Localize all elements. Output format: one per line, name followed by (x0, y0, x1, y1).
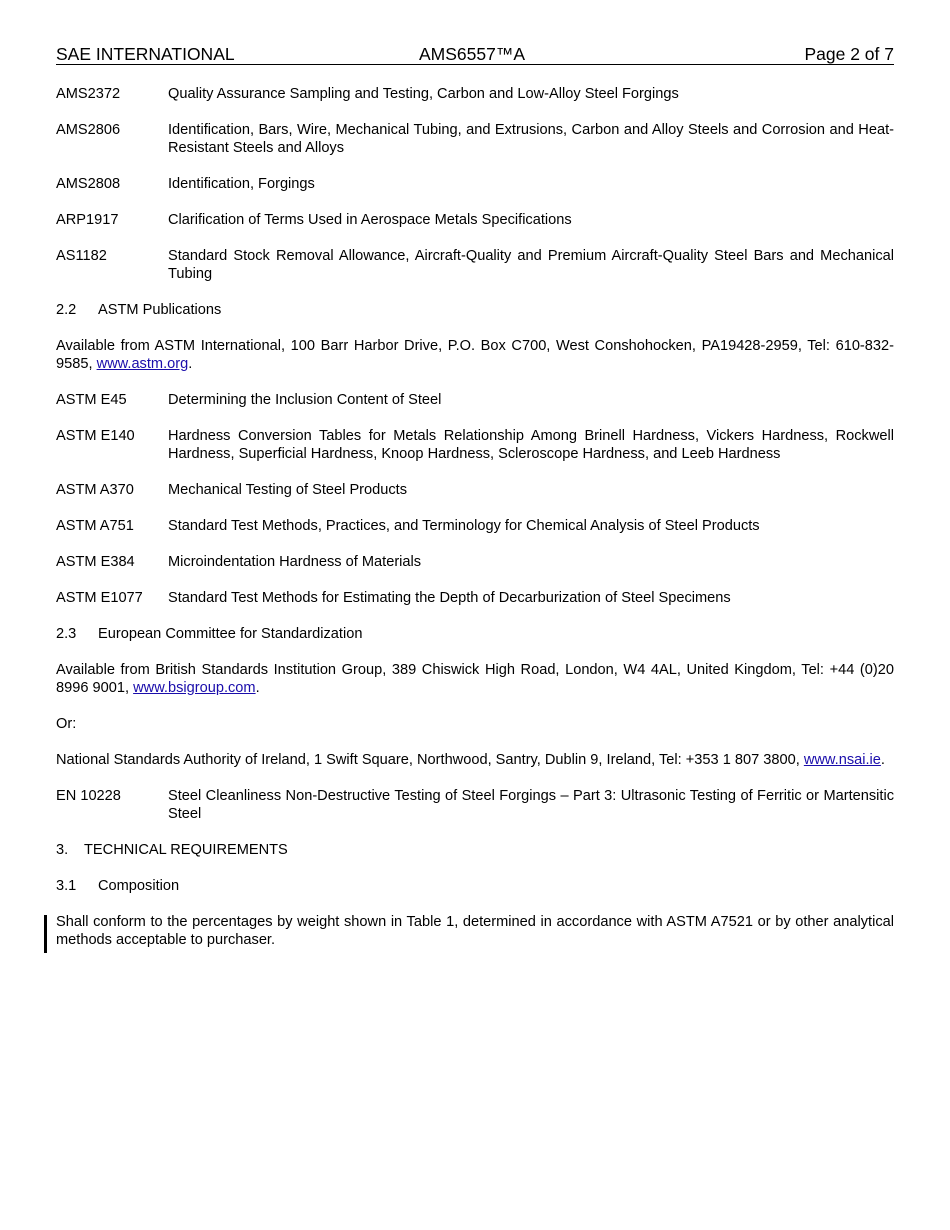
composition-paragraph (56, 913, 894, 949)
section-heading-3 (56, 841, 894, 859)
document-body (56, 85, 894, 949)
reference-entry (56, 211, 894, 229)
availability-text: Available from ASTM International, 100 Barr Harbor Drive, P.O. Box C700, West Conshohocken, PA19428-2959, Tel: 610-832-9585, (56, 338, 894, 372)
reference-code: EN 10228 (56, 788, 121, 804)
composition-text: Shall conform to the percentages by weight shown in Table 1, determined in accordance with ASTM A7521 or by other analytical methods acceptable to purchaser. (56, 914, 894, 948)
reference-code: ARP1917 (56, 212, 119, 228)
reference-entry (56, 391, 894, 409)
availability-text: National Standards Authority of Ireland, 1 Swift Square, Northwood, Santry, Dublin 9, Ireland, Tel: +353 1 807 3800, (56, 752, 804, 768)
reference-entry (56, 481, 894, 499)
punctuation: . (188, 356, 193, 372)
availability-text: Available from British Standards Institution Group, 389 Chiswick High Road, London, W4 4AL, United Kingdom, Tel: +44 (0)20 8996 9001, (56, 662, 894, 696)
header-page-number: Page 2 of 7 (804, 44, 894, 64)
reference-entry (56, 427, 894, 463)
astm-link[interactable]: www.astm.org (96, 356, 189, 372)
header-doc-id: AMS6557™A (419, 44, 526, 64)
change-bar (44, 915, 47, 953)
reference-entry (56, 553, 894, 571)
punctuation: . (255, 680, 260, 696)
reference-title: Standard Test Methods for Estimating the Depth of Decarburization of Steel Specimens (168, 590, 731, 606)
section-number: 2.2 (56, 302, 77, 318)
nsai-link[interactable]: www.nsai.ie (803, 752, 881, 768)
punctuation: . (880, 752, 885, 768)
reference-code: ASTM E1077 (56, 590, 143, 606)
reference-code: AMS2808 (56, 176, 121, 192)
section-number: 3. (56, 842, 69, 858)
reference-entry (56, 247, 894, 283)
section-title: European Committee for Standardization (98, 626, 363, 642)
reference-code: ASTM A370 (56, 482, 134, 498)
nsai-availability (56, 751, 894, 769)
reference-entry (56, 175, 894, 193)
reference-entry (56, 517, 894, 535)
reference-title: Determining the Inclusion Content of Steel (168, 392, 442, 408)
reference-title: Mechanical Testing of Steel Products (168, 482, 408, 498)
section-heading-3-1 (56, 877, 894, 895)
reference-title: Standard Stock Removal Allowance, Aircraft-Quality and Premium Aircraft-Quality Steel Bars and Mechanical Tubing (168, 248, 894, 282)
en-references (56, 787, 894, 823)
astm-availability (56, 337, 894, 373)
reference-title: Standard Test Methods, Practices, and Terminology for Chemical Analysis of Steel Products (168, 518, 760, 534)
reference-entry (56, 121, 894, 157)
reference-code: AMS2372 (56, 86, 121, 102)
section-title: TECHNICAL REQUIREMENTS (84, 842, 288, 858)
reference-code: AS1182 (56, 248, 107, 264)
section-title: ASTM Publications (98, 302, 222, 318)
section-number: 2.3 (56, 626, 77, 642)
reference-code: ASTM E140 (56, 428, 135, 444)
reference-entry (56, 787, 894, 823)
reference-title: Identification, Forgings (168, 176, 315, 192)
section-heading-2-2 (56, 301, 894, 319)
reference-title: Clarification of Terms Used in Aerospace Metals Specifications (168, 212, 572, 228)
reference-code: ASTM A751 (56, 518, 134, 534)
astm-references (56, 391, 894, 607)
section-number: 3.1 (56, 878, 77, 894)
bsi-availability (56, 661, 894, 697)
reference-title: Identification, Bars, Wire, Mechanical Tubing, and Extrusions, Carbon and Alloy Steels and Corrosion and Heat-Resistant Steels and Alloys (168, 122, 894, 156)
reference-title: Microindentation Hardness of Materials (168, 554, 422, 570)
reference-code: AMS2806 (56, 122, 121, 138)
reference-title: Quality Assurance Sampling and Testing, Carbon and Low-Alloy Steel Forgings (168, 86, 679, 102)
document-page (56, 44, 894, 967)
reference-code: ASTM E45 (56, 392, 127, 408)
reference-entry (56, 85, 894, 103)
page-header (56, 44, 894, 65)
reference-title: Steel Cleanliness Non-Destructive Testing of Steel Forgings – Part 3: Ultrasonic Testing of Ferritic or Martensitic Steel (168, 788, 894, 822)
section-title: Composition (98, 878, 180, 894)
sae-references (56, 85, 894, 283)
reference-entry (56, 589, 894, 607)
reference-code: ASTM E384 (56, 554, 135, 570)
section-heading-2-3 (56, 625, 894, 643)
reference-title: Hardness Conversion Tables for Metals Relationship Among Brinell Hardness, Vickers Hardness, Rockwell Hardness, Superficial Hardness, Knoop Hardness, Scleroscope Hardness, and Leeb Hardness (168, 428, 894, 462)
or-text: Or: (56, 716, 77, 732)
bsi-link[interactable]: www.bsigroup.com (133, 680, 256, 696)
header-org: SAE INTERNATIONAL (56, 44, 235, 64)
